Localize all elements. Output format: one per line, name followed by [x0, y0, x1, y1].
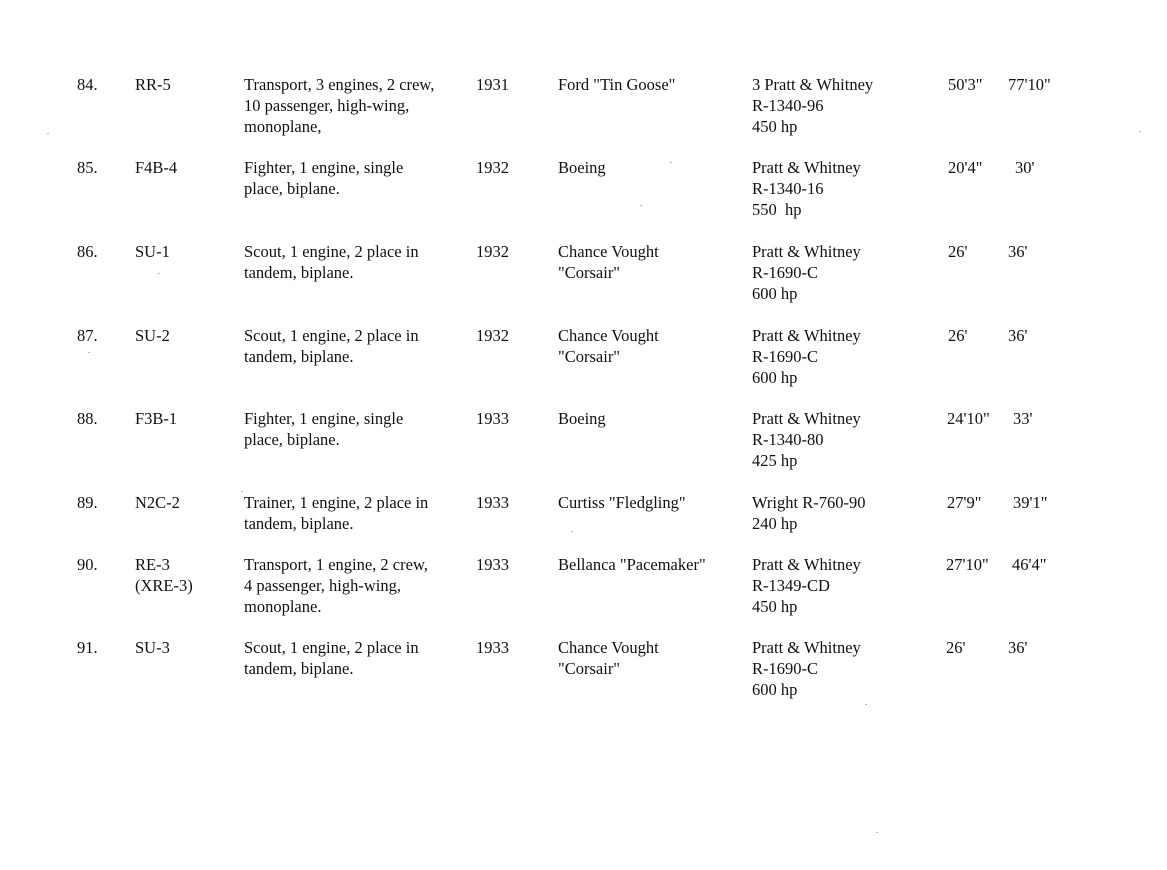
engine-line: 600 hp	[752, 368, 798, 387]
entry-number: 91.	[77, 638, 98, 657]
engine-line: 550 hp	[752, 200, 802, 219]
designation	[135, 74, 171, 95]
description	[244, 492, 428, 534]
engine-line: Pratt & Whitney	[752, 638, 861, 657]
manufacturer	[558, 157, 606, 178]
manufacturer-line: Chance Vought	[558, 242, 659, 261]
length: 24'10"	[947, 409, 990, 428]
entry-number: 89.	[77, 493, 98, 512]
scan-speck	[571, 531, 573, 532]
designation-line: RE-3	[135, 555, 170, 574]
engine	[752, 325, 861, 388]
description	[244, 241, 419, 283]
description-line: 4 passenger, high-wing,	[244, 576, 401, 595]
designation	[135, 637, 170, 658]
scan-speck	[865, 704, 867, 705]
designation-line: SU-3	[135, 638, 170, 657]
wingspan: 36'	[1008, 638, 1028, 657]
manufacturer	[558, 554, 706, 575]
description	[244, 325, 419, 367]
entry-number: 90.	[77, 555, 98, 574]
engine	[752, 637, 861, 700]
entry-number: 84.	[77, 75, 98, 94]
description	[244, 408, 403, 450]
engine	[752, 492, 865, 534]
description-line: Transport, 1 engine, 2 crew,	[244, 555, 428, 574]
description	[244, 554, 428, 617]
designation-line: (XRE-3)	[135, 576, 193, 595]
designation-line: F3B-1	[135, 409, 178, 428]
wingspan: 46'4"	[1012, 555, 1047, 574]
wingspan: 36'	[1008, 326, 1028, 345]
manufacturer-line: "Corsair"	[558, 347, 621, 366]
engine-line: Pratt & Whitney	[752, 242, 861, 261]
wingspan: 33'	[1013, 409, 1033, 428]
entry-number: 85.	[77, 158, 98, 177]
manufacturer-line: Ford "Tin Goose"	[558, 75, 676, 94]
description-line: tandem, biplane.	[244, 347, 354, 366]
description-line: Scout, 1 engine, 2 place in	[244, 638, 419, 657]
length: 50'3"	[948, 75, 983, 94]
designation	[135, 241, 170, 262]
engine-line: Pratt & Whitney	[752, 409, 861, 428]
year: 1933	[476, 638, 509, 657]
engine-line: Pratt & Whitney	[752, 326, 861, 345]
description-line: Fighter, 1 engine, single	[244, 158, 404, 177]
description-line: tandem, biplane.	[244, 514, 354, 533]
entry-number: 88.	[77, 409, 98, 428]
manufacturer-line: Chance Vought	[558, 326, 659, 345]
scan-speck	[670, 162, 672, 163]
engine	[752, 408, 861, 471]
description-line: monoplane,	[244, 117, 322, 136]
length: 27'9"	[947, 493, 982, 512]
engine-line: R-1690-C	[752, 263, 818, 282]
manufacturer-line: Boeing	[558, 158, 606, 177]
engine-line: Pratt & Whitney	[752, 555, 861, 574]
manufacturer-line: Bellanca "Pacemaker"	[558, 555, 706, 574]
scan-speck	[241, 491, 243, 492]
description	[244, 157, 403, 199]
engine-line: 3 Pratt & Whitney	[752, 75, 874, 94]
manufacturer	[558, 241, 659, 283]
engine-line: 450 hp	[752, 117, 798, 136]
description-line: Fighter, 1 engine, single	[244, 409, 404, 428]
description-line: tandem, biplane.	[244, 659, 354, 678]
scan-speck	[876, 832, 878, 833]
engine-line: Wright R-760-90	[752, 493, 866, 512]
wingspan: 30'	[1015, 158, 1035, 177]
manufacturer-line: "Corsair"	[558, 263, 621, 282]
description-line: tandem, biplane.	[244, 263, 354, 282]
year: 1932	[476, 242, 509, 261]
manufacturer	[558, 408, 606, 429]
length: 26'	[948, 326, 968, 345]
entry-number: 86.	[77, 242, 98, 261]
engine-line: 450 hp	[752, 597, 798, 616]
engine-line: 425 hp	[752, 451, 798, 470]
engine-line: R-1340-96	[752, 96, 824, 115]
engine	[752, 74, 873, 137]
engine-line: R-1349-CD	[752, 576, 830, 595]
scan-speck	[1139, 131, 1141, 132]
length: 26'	[948, 242, 968, 261]
length: 27'10"	[946, 555, 989, 574]
engine	[752, 554, 861, 617]
engine-line: R-1690-C	[752, 659, 818, 678]
scan-speck	[158, 273, 160, 274]
description-line: place, biplane.	[244, 430, 340, 449]
designation	[135, 157, 177, 178]
engine-line: 240 hp	[752, 514, 798, 533]
manufacturer-line: Chance Vought	[558, 638, 659, 657]
description-line: Transport, 3 engines, 2 crew,	[244, 75, 435, 94]
engine-line: R-1340-80	[752, 430, 824, 449]
manufacturer	[558, 325, 659, 367]
year: 1932	[476, 326, 509, 345]
year: 1933	[476, 555, 509, 574]
description-line: Trainer, 1 engine, 2 place in	[244, 493, 429, 512]
wingspan: 39'1"	[1013, 493, 1048, 512]
length: 26'	[946, 638, 966, 657]
scan-speck	[47, 133, 49, 134]
engine	[752, 241, 861, 304]
description	[244, 637, 419, 679]
description-line: Scout, 1 engine, 2 place in	[244, 326, 419, 345]
engine-line: R-1690-C	[752, 347, 818, 366]
entry-number: 87.	[77, 326, 98, 345]
engine-line: 600 hp	[752, 284, 798, 303]
description-line: Scout, 1 engine, 2 place in	[244, 242, 419, 261]
scan-speck	[88, 352, 90, 353]
manufacturer	[558, 637, 659, 679]
designation-line: F4B-4	[135, 158, 178, 177]
wingspan: 77'10"	[1008, 75, 1051, 94]
year: 1931	[476, 75, 509, 94]
scan-speck	[640, 205, 642, 206]
designation-line: N2C-2	[135, 493, 180, 512]
engine	[752, 157, 861, 220]
description-line: place, biplane.	[244, 179, 340, 198]
manufacturer-line: "Corsair"	[558, 659, 621, 678]
designation-line: SU-1	[135, 242, 170, 261]
engine-line: R-1340-16	[752, 179, 824, 198]
designation	[135, 325, 170, 346]
description-line: monoplane.	[244, 597, 322, 616]
year: 1932	[476, 158, 509, 177]
wingspan: 36'	[1008, 242, 1028, 261]
year: 1933	[476, 493, 509, 512]
description-line: 10 passenger, high-wing,	[244, 96, 410, 115]
year: 1933	[476, 409, 509, 428]
designation-line: RR-5	[135, 75, 171, 94]
description	[244, 74, 434, 137]
designation-line: SU-2	[135, 326, 170, 345]
manufacturer	[558, 492, 686, 513]
manufacturer	[558, 74, 675, 95]
designation	[135, 554, 193, 596]
manufacturer-line: Boeing	[558, 409, 606, 428]
length: 20'4"	[948, 158, 983, 177]
manufacturer-line: Curtiss "Fledgling"	[558, 493, 686, 512]
engine-line: Pratt & Whitney	[752, 158, 861, 177]
designation	[135, 408, 177, 429]
designation	[135, 492, 180, 513]
engine-line: 600 hp	[752, 680, 798, 699]
